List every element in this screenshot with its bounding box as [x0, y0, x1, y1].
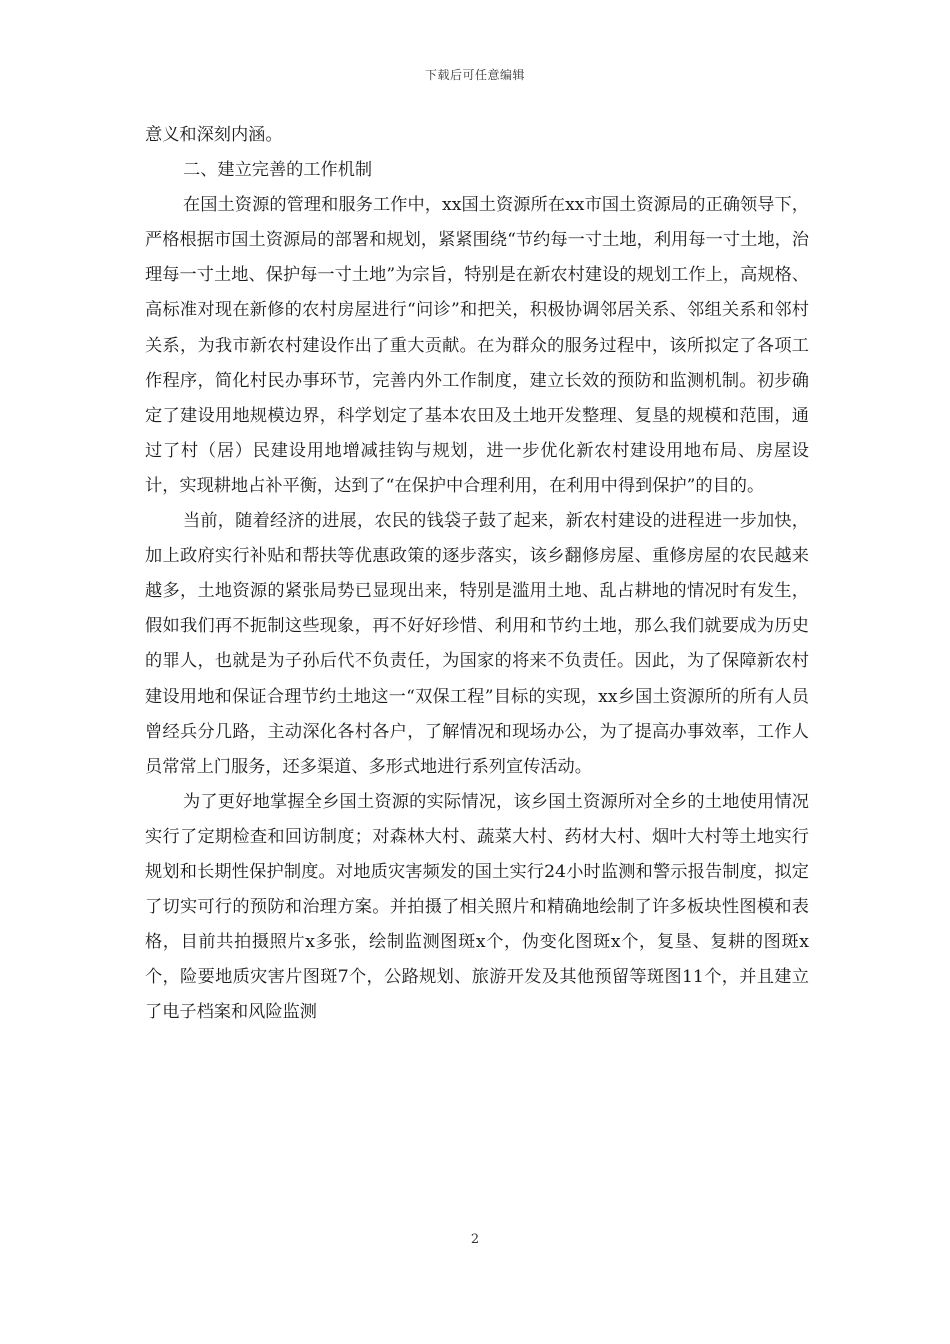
paragraph-current-situation: 当前，随着经济的进展，农民的钱袋子鼓了起来，新农村建设的进程进一步加快，加上政府实行补贴和帮扶等优惠政策的逐步落实，该乡翻修房屋、重修房屋的农民越来越多，土地资源的紧张局势已显现出来，特别是滥用土地、乱占耕地的情况时有发生，假如我们再不扼制这些现象，再不好好珍惜、利用和节约土地，那么我们就要成为历史的罪人，也就是为子孙后代不负责任，为国家的将来不负责任。因此，为了保障新农村建设用地和保证合理节约土地这一“双保工程”目标的实现，xx乡国土资源所的所有人员曾经兵分几路，主动深化各村各户，了解情况和现场办公，为了提高办事效率，工作人员常常上门服务，还多渠道、多形式地进行系列宣传活动。: [145, 511, 809, 777]
document-body: [145, 118, 809, 1030]
paragraph-continuation: 意义和深刻内涵。: [145, 125, 283, 145]
paragraph-work-mechanism: 在国土资源的管理和服务工作中，xx国土资源所在xx市国土资源局的正确领导下，严格根据市国土资源局的部署和规划，紧紧围绕“节约每一寸土地，利用每一寸土地，治理每一寸土地、保护每一寸土地”为宗旨，特别是在新农村建设的规划工作上，高规格、高标准对现在新修的农村房屋进行“问诊”和把关，积极协调邻居关系、邻组关系和邻村关系，为我市新农村建设作出了重大贡献。在为群众的服务过程中，该所拟定了各项工作程序，简化村民办事环节，完善内外工作制度，建立长效的预防和监测机制。初步确定了建设用地规模边界，科学划定了基本农田及土地开发整理、复垦的规模和范围，通过了村（居）民建设用地增减挂钩与规划，进一步优化新农村建设用地布局、房屋设计，实现耕地占补平衡，达到了“在保护中合理利用，在利用中得到保护”的目的。: [145, 195, 809, 496]
section-heading: 二、建立完善的工作机制: [183, 160, 373, 181]
paragraph-inspection-system: 为了更好地掌握全乡国土资源的实际情况，该乡国土资源所对全乡的土地使用情况实行了定期检查和回访制度；对森林大村、蔬菜大村、药材大村、烟叶大村等土地实行规划和长期性保护制度。对地质灾害频发的国土实行24小时监测和警示报告制度，拟定了切实可行的预防和治理方案。并拍摄了相关照片和精确地绘制了许多板块性图模和表格，目前共拍摄照片x多张，绘制监测图斑x个，伪变化图斑x个，复垦、复耕的图斑x个，险要地质灾害片图斑7个，公路规划、旅游开发及其他预留等斑图11个，并且建立了电子档案和风险监测: [145, 791, 809, 1023]
page-number: 2: [470, 1232, 480, 1247]
page-header: 下载后可任意编辑: [424, 68, 525, 82]
